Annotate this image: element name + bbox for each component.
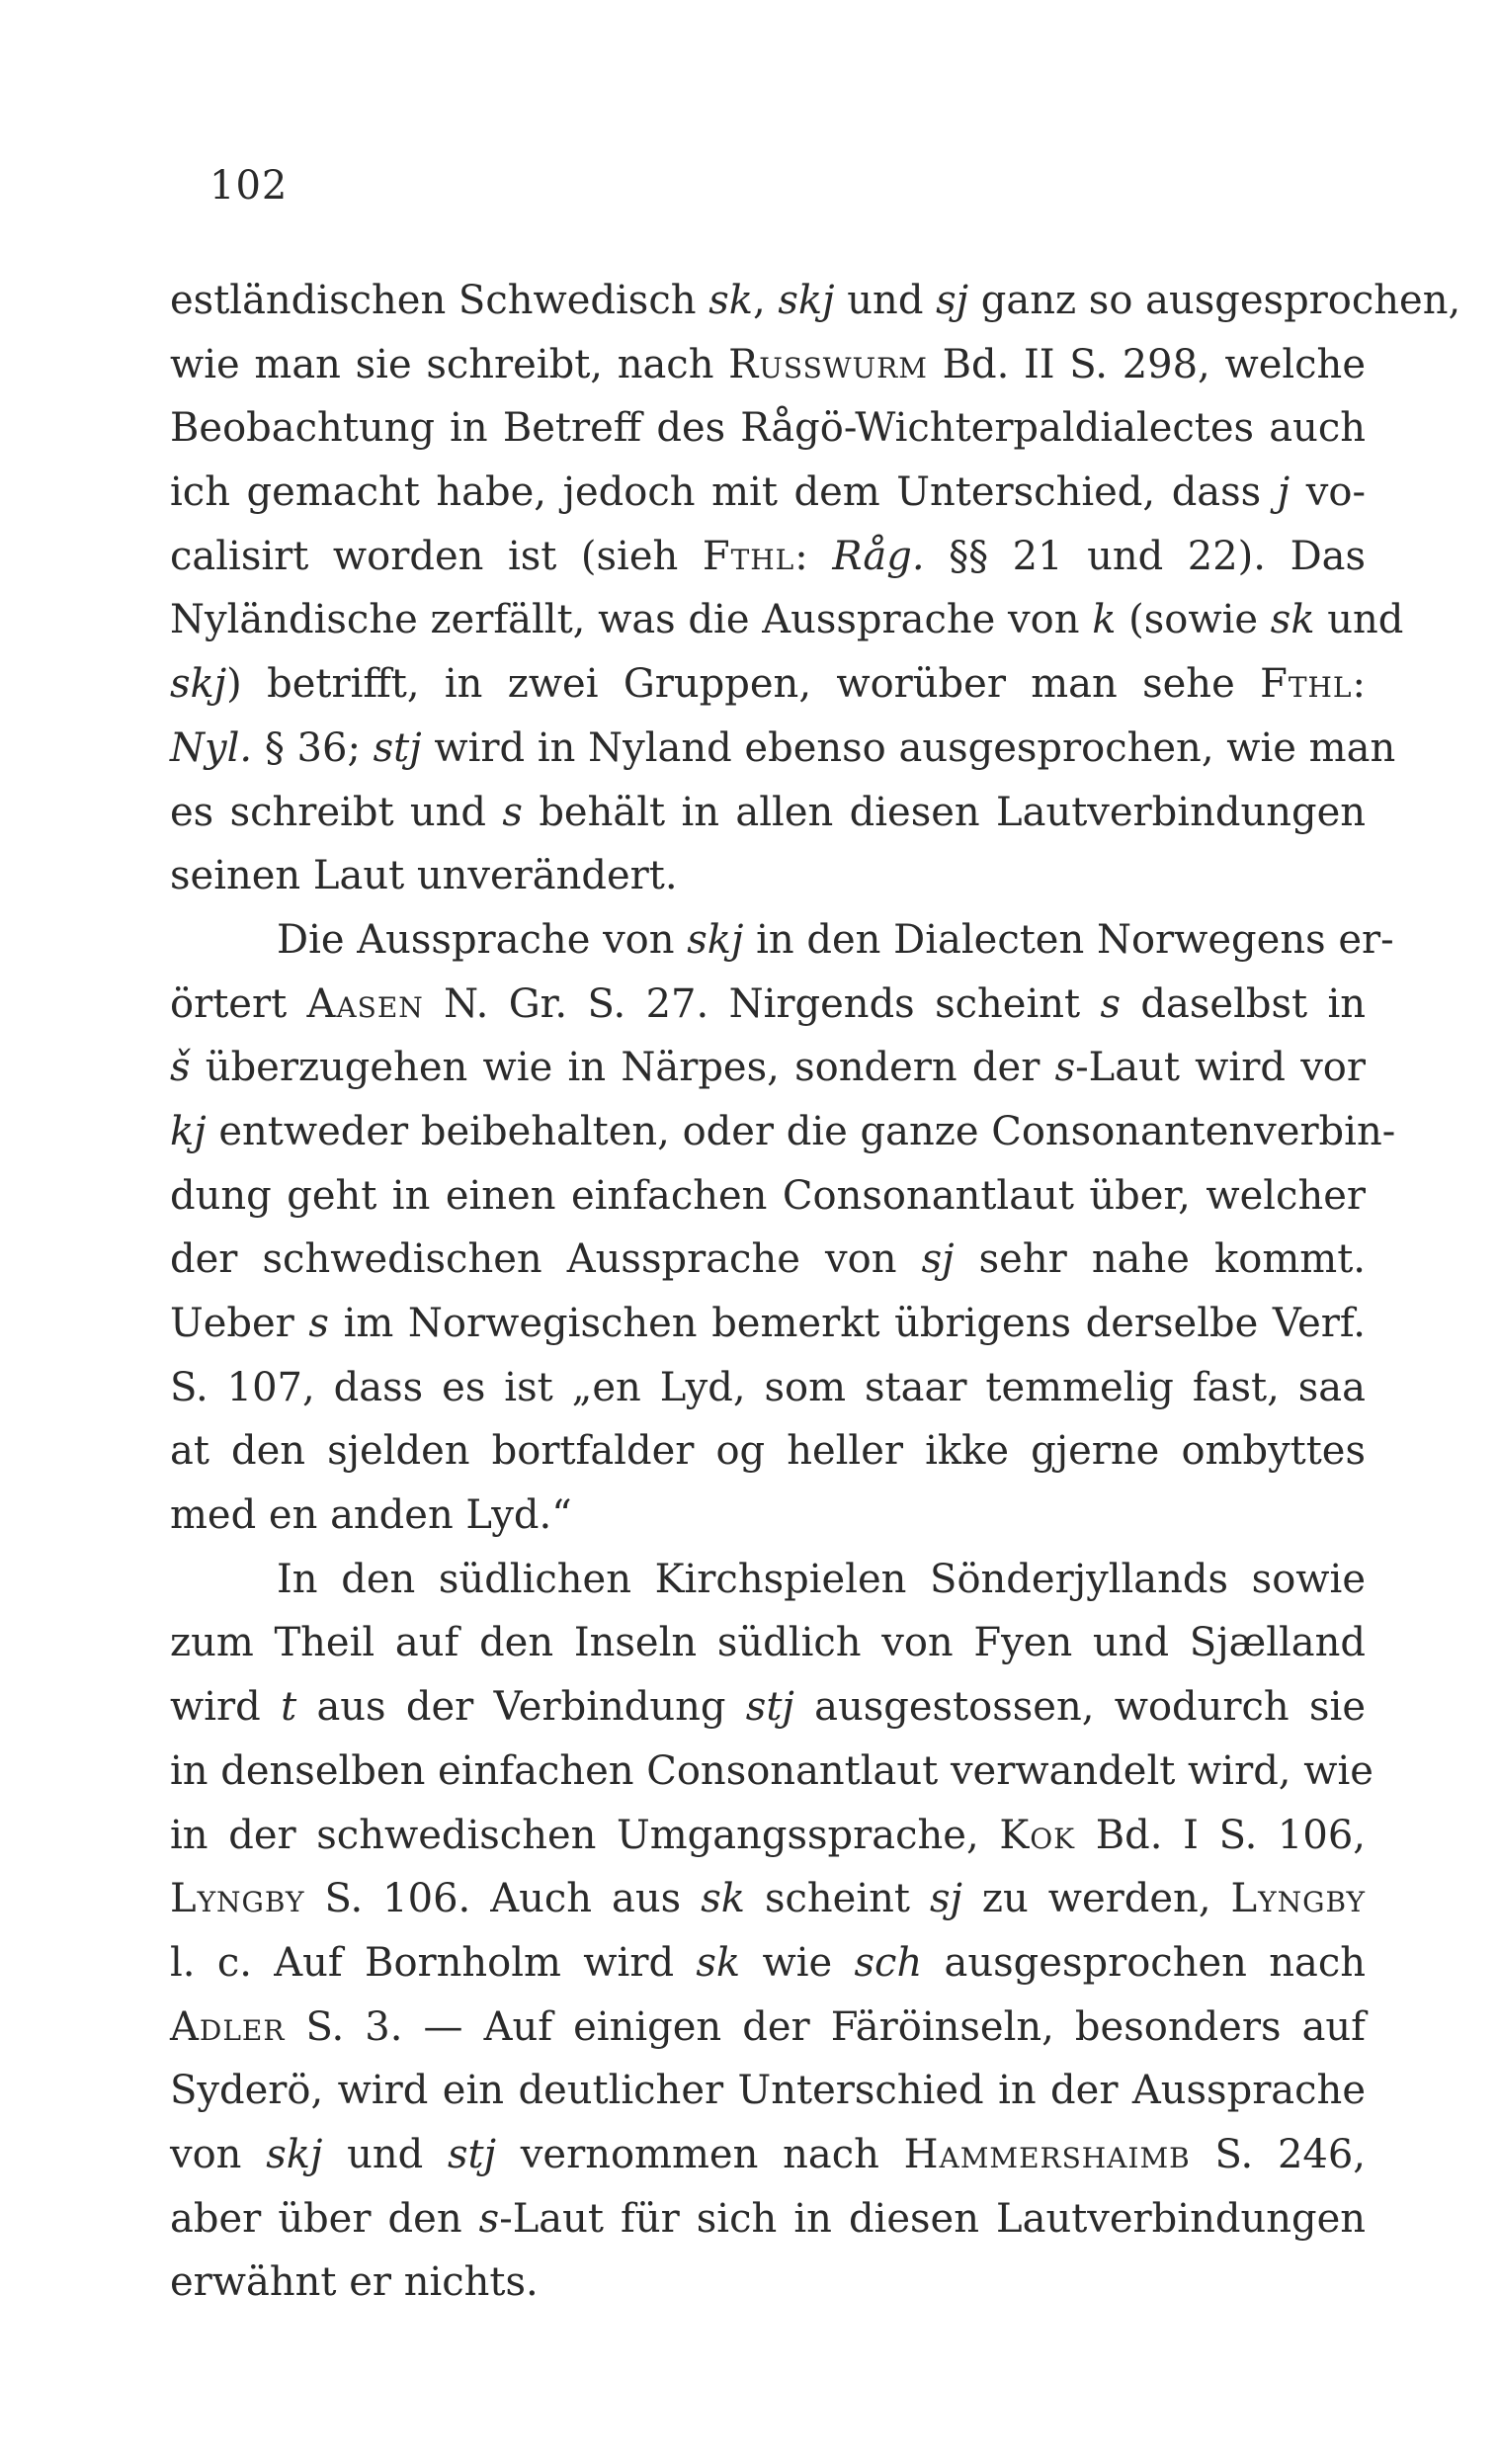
text-line: estländischen Schwedisch sk, skj und sj ganz so ausgesprochen, [170,278,1461,323]
text-line: örtert Aasen N. Gr. S. 27. Nirgends scheint s daselbst in [170,980,1367,1027]
text-line: Die Aussprache von skj in den Dialecten Norwegens er- [277,916,1394,963]
body-text [170,269,1461,2315]
author-name: Russwurm [728,341,928,387]
text-line: Beobachtung in Betreff des Rågö-Wichterpaldialectes auch [170,405,1366,452]
text-line: med en anden Lyd.“ [170,1492,572,1539]
text-line: Adler S. 3. — Auf einigen der Färöinseln, besonders auf [170,2003,1366,2050]
text-line: Nyländische zerfällt, was die Aussprache von k (sowie sk und [170,597,1404,643]
text-line: Ueber s im Norwegischen bemerkt übrigens derselbe Verf. [170,1301,1367,1346]
author-name: Aasen [306,980,424,1027]
author-name: Fthl [1260,661,1353,708]
text-line: ich gemacht habe, jedoch mit dem Unterschied, dass j vo- [170,469,1366,516]
text-line: S. 107, dass es ist „en Lyd, som staar temmelig fast, saa [170,1364,1366,1410]
text-line: In den südlichen Kirchspielen Sönderjyllands sowie [277,1556,1366,1602]
author-name: Adler [170,2003,286,2050]
author-name: Fthl [702,533,795,579]
text-line: erwähnt er nichts. [170,2259,539,2306]
text-line: aber über den s-Laut für sich in diesen Lautverbindungen [170,2195,1367,2242]
author-name: Lyngby [1230,1876,1367,1922]
text-line: wird t aus der Verbindung stj ausgestossen, wodurch sie [170,1684,1366,1731]
text-line: at den sjelden bortfalder og heller ikke gjerne ombyttes [170,1428,1366,1475]
text-line: von skj und stj vernommen nach Hammershaimb S. 246, [170,2131,1367,2177]
text-line: Nyl. § 36; stj wird in Nyland ebenso ausgesprochen, wie man [170,724,1396,771]
text-line: š überzugehen wie in Närpes, sondern der s-Laut wird vor [170,1045,1366,1091]
text-line: skj) betrifft, in zwei Gruppen, worüber man sehe Fthl: [170,661,1366,708]
text-line: in denselben einfachen Consonantlaut verwandelt wird, wie [170,1747,1373,1794]
text-line: calisirt worden ist (sieh Fthl: Råg. §§ 21 und 22). Das [170,533,1367,579]
page-number: 102 [209,163,289,209]
text-line: in der schwedischen Umgangssprache, Kok Bd. I S. 106, [170,1812,1366,1858]
text-line: dung geht in einen einfachen Consonantlaut über, welcher [170,1172,1366,1219]
author-name: Hammershaimb [903,2131,1191,2177]
text-line: der schwedischen Aussprache von sj sehr nahe kommt. [170,1236,1367,1283]
text-line: kj entweder beibehalten, oder die ganze Consonantenverbin- [170,1108,1396,1154]
author-name: Lyngby [170,1876,305,1922]
text-line: es schreibt und s behält in allen diesen Lautverbindungen [170,789,1366,835]
author-name: Kok [999,1812,1076,1858]
text-line: zum Theil auf den Inseln südlich von Fyen und Sjælland [170,1620,1366,1666]
text-line: Syderö, wird ein deutlicher Unterschied in der Aussprache [170,2068,1366,2114]
text-line: Lyngby S. 106. Auch aus sk scheint sj zu werden, Lyngby [170,1876,1367,1922]
text-line: wie man sie schreibt, nach Russwurm Bd. II S. 298, welche [170,341,1366,387]
text-line: l. c. Auf Bornholm wird sk wie sch ausgesprochen nach [170,1939,1366,1986]
text-line: seinen Laut unverändert. [170,853,678,899]
